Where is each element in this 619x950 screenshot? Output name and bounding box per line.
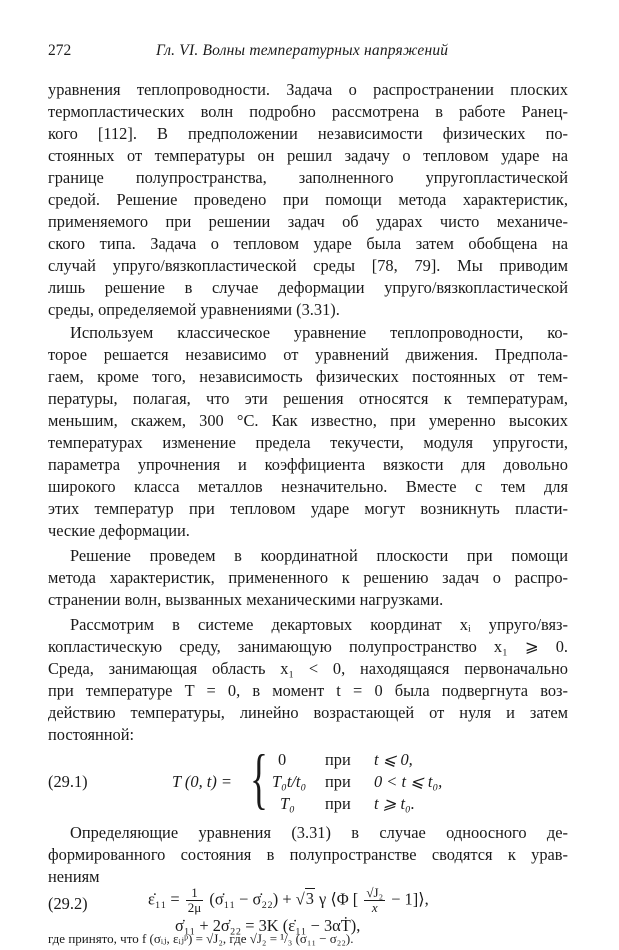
text-line: температурах изменение предела текучести, модуля упругости, <box>48 433 568 452</box>
text-line: где принято, что f (σᵢⱼ, εᵢⱼᵖ) = √J₂, где √J₂ = ¹/₃ (σ₁₁ − σ₂₂). <box>48 931 354 946</box>
text-line: Определяющие уравнения (3.31) в случае одноосного де- <box>70 823 568 842</box>
text-line: применяемого при решении задач об ударах чисто механиче- <box>48 212 568 231</box>
case-condition: t ⩾ t₀. <box>374 794 415 813</box>
case-condition: t ⩽ 0, <box>374 750 413 769</box>
left-brace-icon: { <box>250 740 268 816</box>
text-line: стоянных от температуры он решил задачу о тепловом ударе на <box>48 146 568 165</box>
case-value: T₀ <box>280 794 295 813</box>
text-line: гаем, кроме того, независимость физических постоянных от тем- <box>48 367 568 386</box>
equation-number: (29.1) <box>48 772 88 791</box>
case-word: при <box>325 794 351 813</box>
text-line: меньшим, скажем, 300 °C. Как известно, при умеренно высоких <box>48 411 568 430</box>
text-line: копластическую среду, занимающую полупространство x₁ ⩾ 0. <box>48 637 568 656</box>
equation-number: (29.2) <box>48 894 88 913</box>
case-condition: 0 < t ⩽ t₀, <box>374 772 443 791</box>
text-line: действию температуры, линейно возрастающей от нуля и затем <box>48 703 568 722</box>
text-line: лишь решение в случае деформации упруго/вязкопластической <box>48 278 568 297</box>
equation-line-1: ε̇₁₁ = $\frac{1}{2\mu}$ (σ̇₁₁ − σ̇₂₂) + √3 γ ⟨Φ [ $\frac{\text{√J₂}}{x}$ − 1]⟩, <box>148 885 429 915</box>
text-line: постоянной: <box>48 725 135 744</box>
text-line: ского типа. Задача о тепловом ударе была затем обобщена на <box>48 234 568 253</box>
text-line: ческие деформации. <box>48 521 190 540</box>
text-line: уравнения теплопроводности. Задача о распространении плоских <box>48 80 568 99</box>
text-line: термопластических волн подробно рассмотрена в работе Ранец- <box>48 102 568 121</box>
text-line: торое решается независимо от уравнений движения. Предпола- <box>48 345 568 364</box>
text-line: пературы, полагая, что эти решения относятся к температурам, <box>48 389 568 408</box>
case-value: T₀t/t₀ <box>272 772 307 791</box>
text-line: Решение проведем в координатной плоскости при помощи <box>70 546 568 565</box>
equation-lhs: T (0, t) = <box>172 772 232 791</box>
text-line: нениям <box>48 867 100 886</box>
text-line: Используем классическое уравнение теплопроводности, ко- <box>70 323 568 342</box>
text-line: кого [112]. В предположении независимости физических по- <box>48 124 568 143</box>
text-line: этих температур при тепловом ударе могут возникнуть пласти- <box>48 499 568 518</box>
equation-line-2: σ̇₁₁ + 2σ̇₂₂ = 3K (ε̇₁₁ − 3αṪ), <box>175 916 361 935</box>
text-line: случай упруго/вязкопластической среды [78, 79]. Мы приводим <box>48 256 568 275</box>
running-title: Гл. VI. Волны температурных напряжений <box>156 42 449 59</box>
text-line: метода характеристик, примененного к решению задач о распро- <box>48 568 568 587</box>
text-line: параметра упрочнения и коэффициента вязкости для довольно <box>48 455 568 474</box>
text-line: среды, определяемой уравнениями (3.31). <box>48 300 340 319</box>
text-line: Среда, занимающая область x₁ < 0, находящаяся первоначально <box>48 659 568 678</box>
page-number: 272 <box>48 42 72 59</box>
case-word: при <box>325 750 351 769</box>
text-line: Рассмотрим в системе декартовых координат xᵢ упруго/вяз- <box>70 615 568 634</box>
text-line: границе полупространства, заполненного упругопластической <box>48 168 568 187</box>
text-line: широкого класса металлов незначительно. Вместе с тем для <box>48 477 568 496</box>
text-line: формированного состояния в полупространстве сводятся к урав- <box>48 845 568 864</box>
text-line: странении волн, вызванных механическими нагрузками. <box>48 590 444 609</box>
case-word: при <box>325 772 351 791</box>
text-line: при температуре T = 0, в момент t = 0 была подвергнута воз- <box>48 681 568 700</box>
text-line: средой. Решение проведено при помощи метода характеристик, <box>48 190 568 209</box>
case-value: 0 <box>278 750 287 769</box>
